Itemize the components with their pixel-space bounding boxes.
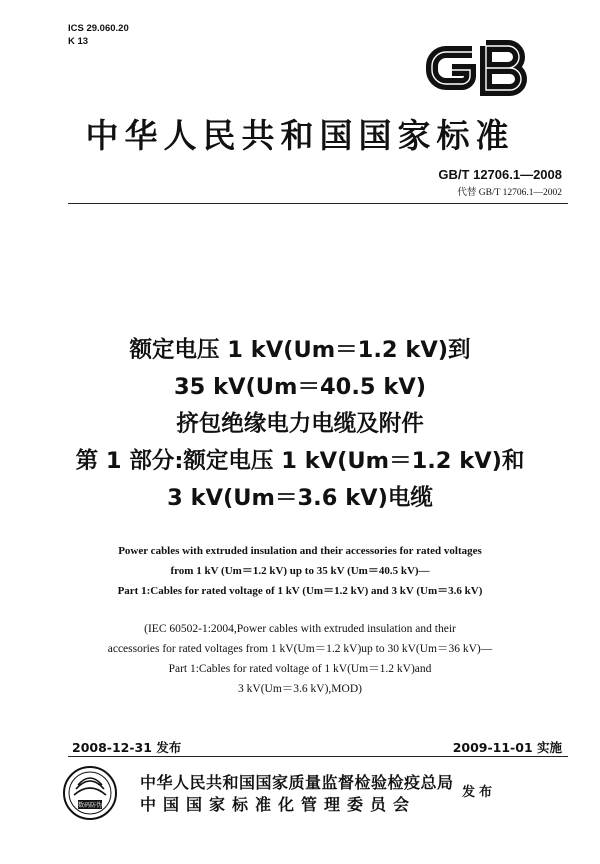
seal-label: 数码防伪 — [77, 802, 103, 809]
footer-rule — [68, 756, 568, 757]
implementation-date: 2009-11-01 实施 — [452, 740, 562, 755]
adoption-line: (IEC 60502-1:2004,Power cables with extruded insulation and their — [144, 623, 456, 635]
publish-label: 发布 — [462, 785, 497, 800]
title-chinese — [0, 335, 600, 513]
title-en-line: from 1 kV (Um＝1.2 kV) up to 35 kV (Um＝40.5 kV)— — [170, 565, 430, 577]
anti-counterfeit-seal-icon — [62, 765, 118, 821]
ccs-code: K 13 — [68, 36, 89, 47]
title-cn-line: 第 1 部分:额定电压 1 kV(Um＝1.2 kV)和 — [75, 448, 525, 474]
ics-classification — [68, 22, 129, 48]
adoption-statement — [30, 619, 570, 699]
title-english — [20, 541, 580, 601]
replaces-note: 代替 GB/T 12706.1—2002 — [457, 188, 562, 198]
national-standard-title: 中华人民共和国国家标准 — [85, 116, 515, 155]
title-cn-line: 额定电压 1 kV(Um＝1.2 kV)到 — [129, 337, 471, 363]
issuer-aqsiq: 中华人民共和国国家质量监督检验检疫总局 — [140, 773, 454, 792]
publish-date: 2008-12-31 发布 — [72, 740, 182, 755]
title-en-line: Part 1:Cables for rated voltage of 1 kV (Um＝1.2 kV) and 3 kV (Um＝3.6 kV) — [117, 585, 483, 597]
adoption-line: accessories for rated voltages from 1 kV(Um＝1.2 kV)up to 30 kV(Um＝36 kV)— — [107, 643, 493, 655]
ics-code: ICS 29.060.20 — [68, 23, 129, 34]
issuer-sac: 中国国家标准化管理委员会 — [140, 795, 417, 814]
title-en-line: Power cables with extruded insulation and their accessories for rated voltages — [118, 545, 482, 557]
title-cn-line: 3 kV(Um＝3.6 kV)电缆 — [167, 485, 433, 511]
header-rule — [68, 203, 568, 204]
adoption-line: Part 1:Cables for rated voltage of 1 kV(Um＝1.2 kV)and — [168, 663, 432, 675]
standard-number: GB/T 12706.1—2008 — [438, 167, 562, 182]
title-cn-line: 挤包绝缘电力电缆及附件 — [176, 411, 424, 437]
adoption-line: 3 kV(Um＝3.6 kV),MOD) — [238, 683, 362, 695]
gb-logo — [422, 38, 534, 98]
title-cn-line: 35 kV(Um＝40.5 kV) — [173, 374, 427, 400]
